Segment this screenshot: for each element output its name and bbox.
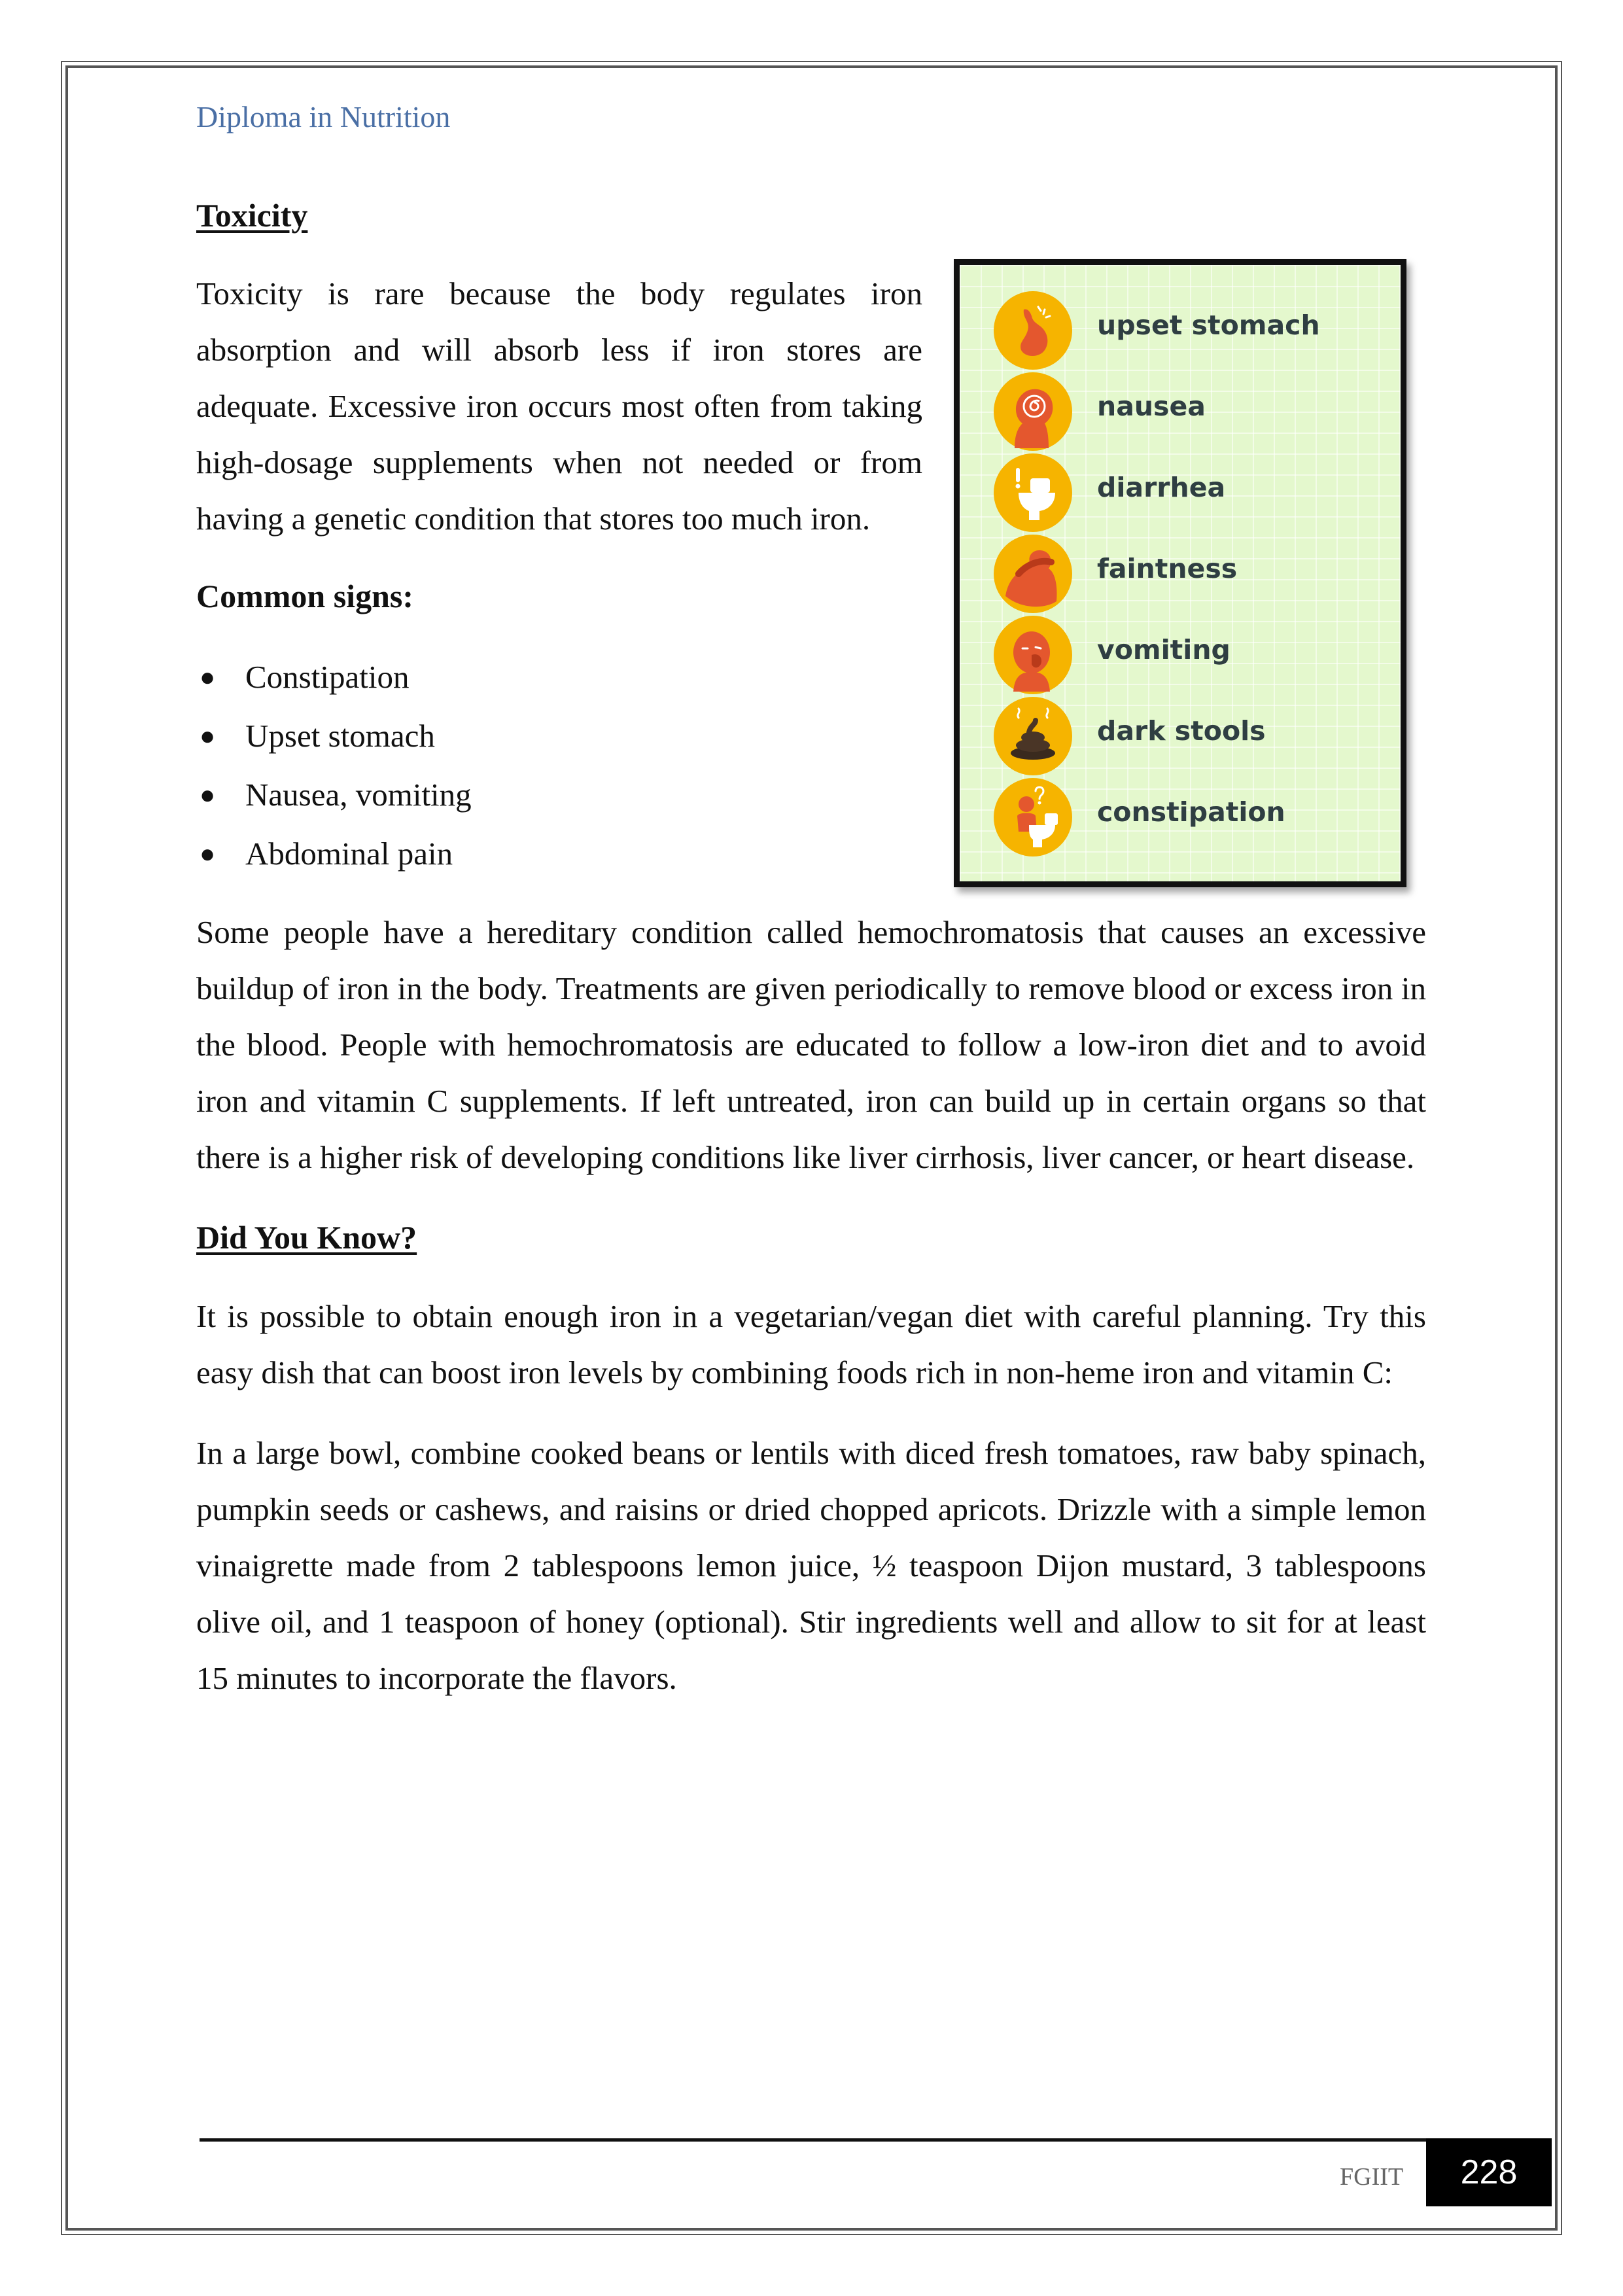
sick-face-icon <box>992 614 1073 696</box>
iron-toxicity-infographic <box>954 259 1406 887</box>
did-you-know-paragraph: It is possible to obtain enough iron in a vegetarian/vegan diet with careful planning. Try this easy dish that can boost iron levels by combining foods rich in non-heme iron and vitamin C: <box>196 1298 1426 1390</box>
bullet-icon: ● <box>200 721 216 751</box>
symptom-label: vomiting <box>1097 634 1230 665</box>
symptom-upset-stomach <box>992 290 1398 371</box>
page-number: 228 <box>1426 2138 1552 2206</box>
toxicity-heading: Toxicity <box>196 197 308 234</box>
list-item: ● Constipation <box>196 648 472 707</box>
toxicity-intro-paragraph: Toxicity is rare because the body regulates iron absorption and will absorb less if iron stores are adequate. Excessive iron occurs most often from taking high-dosage supplements when not needed or from having a genetic condition that stores too much iron. <box>196 275 922 537</box>
stool-icon <box>992 696 1073 777</box>
footer-label: FGIIT <box>1340 2163 1404 2191</box>
symptom-label: constipation <box>1097 796 1285 828</box>
did-you-know-heading: Did You Know? <box>196 1219 417 1256</box>
hemochromatosis-paragraph: Some people have a hereditary condition called hemochromatosis that causes an excessive buildup of iron in the body. Treatments are given periodically to remove blood or excess iron in the blood. People with hemochromatosis are educated to follow a low-iron diet and to avoid iron and vitamin C supplements. If left untreated, iron can build up in certain organs so that there is a higher risk of developing conditions like liver cirrhosis, liver cancer, or heart disease. <box>196 914 1426 1175</box>
person-on-toilet-icon <box>992 777 1073 858</box>
symptom-vomiting <box>992 614 1398 696</box>
toilet-icon <box>992 452 1073 533</box>
list-item: ● Abdominal pain <box>196 824 472 883</box>
running-header: Diploma in Nutrition <box>196 100 451 133</box>
symptom-diarrhea <box>992 452 1398 533</box>
common-signs-heading: Common signs: <box>196 578 413 614</box>
dizzy-head-icon <box>992 371 1073 452</box>
symptom-faintness <box>992 533 1398 614</box>
stomach-icon <box>992 290 1073 371</box>
bullet-icon: ● <box>200 780 216 809</box>
common-signs-list <box>196 648 472 883</box>
fainting-person-icon <box>992 533 1073 614</box>
bullet-icon: ● <box>200 662 216 692</box>
bullet-icon: ● <box>200 839 216 868</box>
symptom-label: dark stools <box>1097 715 1266 747</box>
list-item: ● Nausea, vomiting <box>196 766 472 824</box>
symptom-dark-stools <box>992 696 1398 777</box>
symptom-label: diarrhea <box>1097 472 1226 503</box>
list-item: ● Upset stomach <box>196 707 472 766</box>
footer-divider <box>200 2138 1434 2142</box>
symptom-label: upset stomach <box>1097 309 1320 341</box>
symptom-label: faintness <box>1097 553 1238 584</box>
symptom-nausea <box>992 371 1398 452</box>
symptom-label: nausea <box>1097 391 1206 422</box>
recipe-paragraph: In a large bowl, combine cooked beans or lentils with diced fresh tomatoes, raw baby spinach, pumpkin seeds or cashews, and raisins or dried chopped apricots. Drizzle with a simple lemon vinaigrette made from 2 tablespoons lemon juice, ½ teaspoon Dijon mustard, 3 tablespoons olive oil, and 1 teaspoon of honey (optional). Stir ingredients well and allow to sit for at least 15 minutes to incorporate the flavors. <box>196 1435 1426 1696</box>
symptom-constipation <box>992 777 1398 858</box>
